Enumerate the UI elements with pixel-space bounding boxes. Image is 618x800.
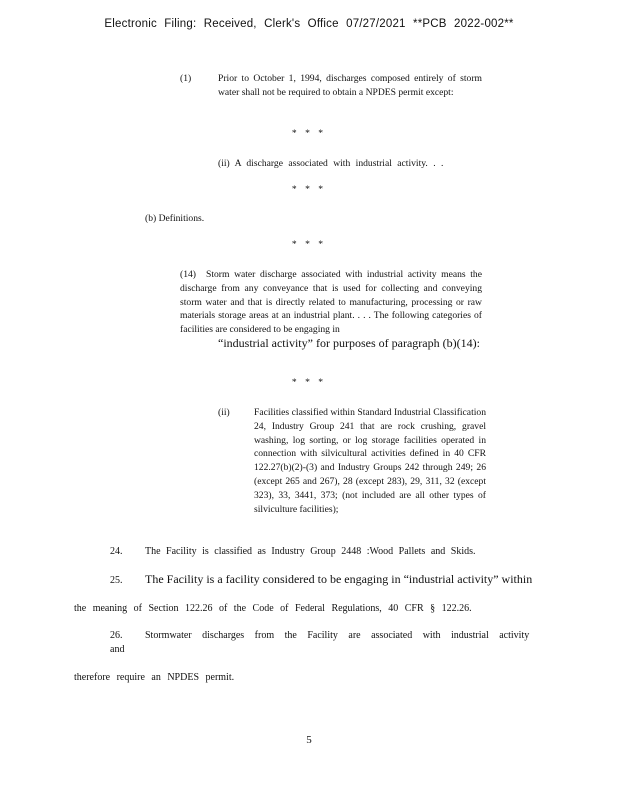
- paragraph-25-line1: [74, 572, 544, 588]
- paragraph-25-line2: the meaning of Section 122.26 of the Code of Federal Regulations, 40 CFR § 122.26.: [74, 603, 472, 614]
- paragraph-26-lead: Stormwater discharges from the Facility are associated with industrial activity and: [110, 630, 530, 655]
- item-14-text: [180, 268, 482, 337]
- paragraph-24-number: 24.: [110, 546, 123, 557]
- item-1-number: (1): [180, 73, 192, 84]
- item-14-ii-text: Facilities classified within Standard Industrial Classification 24, Industry Group 241 that are rock crushing, gravel washing, log sorting, or log storage facilities operated in connection with silvicultural activities defined in 40 CFR 122.27(b)(2)-(3) and Industry Groups 242 through 249; 26 (except 265 and 267), 28 (except 283), 29, 311, 32 (except 323), 33, 3441, 373; (not included are all other types of silviculture facilities);: [254, 407, 486, 515]
- item-1: [180, 72, 482, 100]
- item-1-text: Prior to October 1, 1994, discharges composed entirely of storm water shall not be required to obtain a NPDES permit except:: [218, 73, 482, 98]
- paragraph-26-number: 26.: [110, 630, 123, 641]
- filing-header: Electronic Filing: Received, Clerk's Office 07/27/2021 **PCB 2022-002**: [104, 18, 514, 30]
- item-14-ii: [218, 406, 486, 516]
- ellipsis-stars-4: * * *: [291, 377, 327, 388]
- ellipsis-stars-1: * * *: [291, 128, 327, 139]
- item-14-body: Storm water discharge associated with industrial activity means the discharge from any conveyance that is used for collecting and conveying storm water and that is directly related to manufacturing, processing or raw materials storage areas at an industrial plant. . . . The following categories of facilities are considered to be engaging in: [180, 269, 482, 336]
- paragraph-24-text: The Facility is classified as Industry Group 2448 :Wood Pallets and Skids.: [145, 546, 476, 557]
- item-14-number: (14): [180, 269, 196, 280]
- ellipsis-stars-3: * * *: [291, 239, 327, 250]
- item-1-ii: (ii) A discharge associated with industrial activity. . .: [218, 158, 444, 169]
- paragraph-26-line2: therefore require an NPDES permit.: [74, 672, 235, 683]
- paragraph-24: [110, 545, 540, 559]
- item-14-tail: “industrial activity” for purposes of paragraph (b)(14):: [218, 335, 480, 350]
- paragraph-25-lead: The Facility is a facility considered to be engaging in “industrial activity” within: [145, 572, 533, 586]
- paragraph-26-line1: [74, 629, 544, 657]
- ellipsis-stars-2: * * *: [291, 184, 327, 195]
- item-14: [180, 268, 482, 350]
- paragraph-25: [74, 572, 544, 616]
- definitions-heading: (b) Definitions.: [145, 213, 205, 224]
- item-14-ii-number: (ii): [218, 407, 230, 418]
- paragraph-26: [74, 629, 544, 685]
- page-number: 5: [306, 734, 312, 746]
- paragraph-25-number: 25.: [110, 575, 123, 586]
